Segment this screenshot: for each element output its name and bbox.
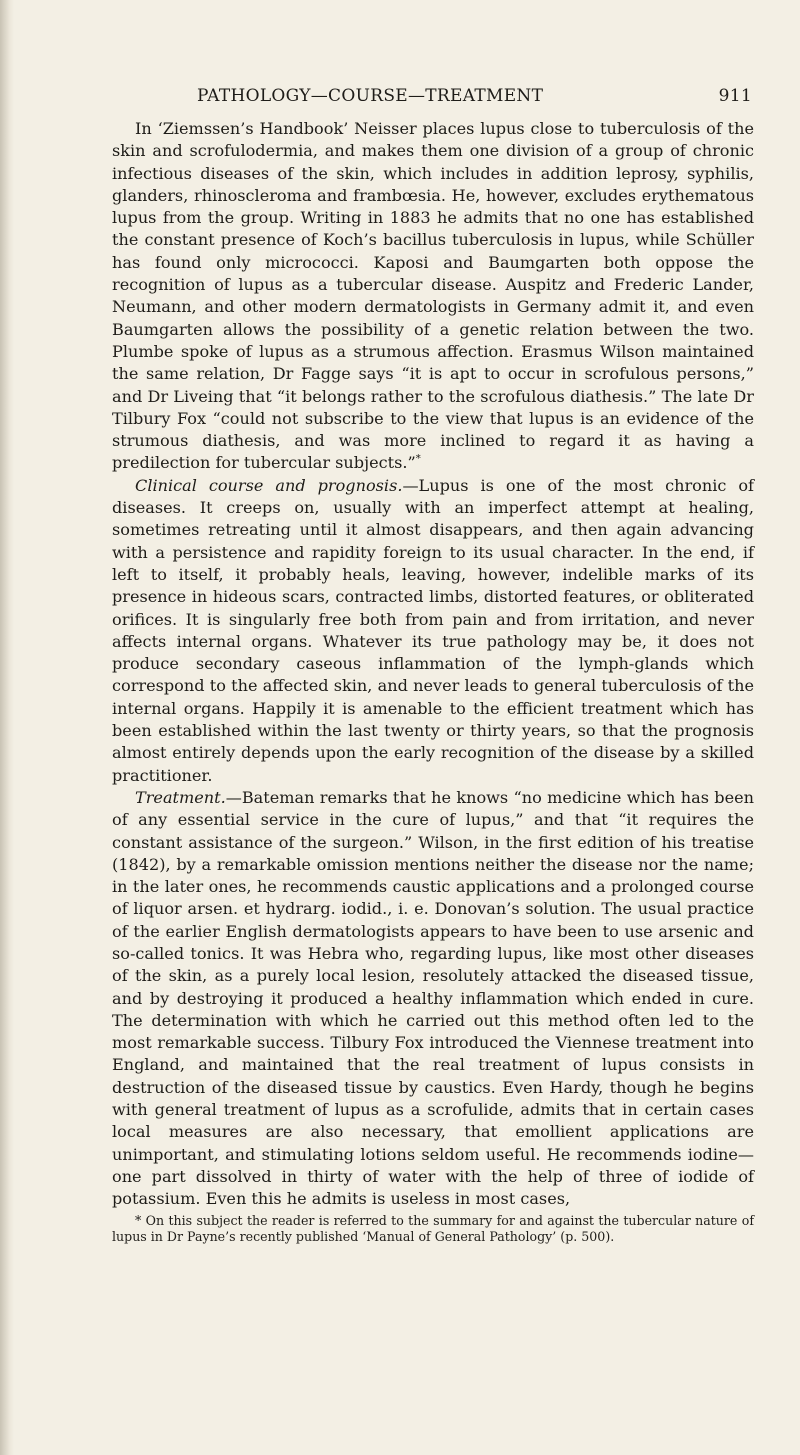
page-body	[112, 118, 754, 1245]
paragraph-clinical-course	[112, 475, 754, 787]
footnote-reference: *	[415, 454, 421, 466]
paragraph-text: —Bateman remarks that he knows “no medicine which has been of any essential service in the cure of lupus,” and that “it requires the constant assistance of the surgeon.” Wilson, in the first edition of his treatise (1842), by a remarkable omission mentions neither the disease nor the name; in the later ones, he recommends caustic applications and a prolonged course of liquor arsen. et hydrarg. iodid., i. e. Donovan’s solution. The usual practice of the earlier English dermatologists appears to have been to use arsenic and so-called tonics. It was Hebra who, regarding lupus, like most other diseases of the skin, as a purely local lesion, resolutely attacked the diseased tissue, and by destroying it produced a healthy inflammation which ended in cure. The determination with which he carried out this method often led to the most remarkable success. Tilbury Fox introduced the Viennese treatment into England, and maintained that the real treatment of lupus consists in destruction of the diseased tissue by caustics. Even Hardy, though he begins with general treatment of lupus as a scrofulide, admits that in certain cases local measures are also necessary, that emollient applications are unimportant, and stimulating lotions seldom useful. He recommends iodine—one part dissolved in thirty of water with the help of three of iodide of potassium. Even this he admits is useless in most cases,	[112, 787, 754, 1209]
section-lead-treatment: Treatment.	[135, 787, 226, 807]
paragraph-pathology	[112, 118, 754, 475]
paragraph-text: —Lupus is one of the most chronic of diseases. It creeps on, usually with an imperfect attempt at healing, sometimes retreating until it almost disappears, and then again advancing with a persistence and rapidity foreign to its usual character. In the end, if left to itself, it probably heals, leaving, however, indelible marks of its presence in hideous scars, contracted limbs, distorted features, or obliterated orifices. It is singularly free both from pain and from irritation, and never affects internal organs. Whatever its true pathology may be, it does not produce secondary caseous inflammation of the lymph-glands which correspond to the affected skin, and never leads to general tuberculosis of the internal organs. Happily it is amenable to the efficient treatment which has been established within the last twenty or thirty years, so that the prognosis almost entirely depends upon the early recognition of the disease by a skilled practitioner.	[112, 475, 754, 785]
paragraph-text: In ‘Ziemssen’s Handbook’ Neisser places lupus close to tuberculosis of the skin and scrofulodermia, and makes them one division of a group of chronic infectious diseases of the skin, which includes in addition leprosy, syphilis, glanders, rhinoscleroma and frambœsia. He, however, excludes erythematous lupus from the group. Writing in 1883 he admits that no one has established the constant presence of Koch’s bacillus tuberculosis in lupus, while Schüller has found only micrococci. Kaposi and Baumgarten both oppose the recognition of lupus as a tubercular disease. Auspitz and Frederic Lander, Neumann, and other modern dermatologists in Germany admit it, and even Baumgarten allows the possibility of a genetic relation between the two. Plumbe spoke of lupus as a strumous affection. Erasmus Wilson maintained the same relation, Dr Fagge says “it is apt to occur in scrofulous persons,” and Dr Liveing that “it belongs rather to the scrofulous diathesis.” The late Dr Tilbury Fox “could not subscribe to the view that lupus is an evidence of the strumous diathesis, and was more inclined to regard it as having a predilection for tubercular subjects.”	[112, 119, 754, 473]
section-lead-clinical-course: Clinical course and prognosis.	[135, 475, 403, 495]
footnote: * On this subject the reader is referred to the summary for and against the tubercular nature of lupus in Dr Payne’s recently published ‘Manual of General Pathology’ (p. 500).	[112, 1212, 754, 1244]
page-gutter-shadow	[0, 0, 14, 1455]
paragraph-treatment	[112, 787, 754, 1211]
running-header	[112, 86, 752, 112]
running-title: PATHOLOGY—COURSE—TREATMENT	[197, 86, 544, 106]
page-number: 911	[718, 86, 752, 106]
